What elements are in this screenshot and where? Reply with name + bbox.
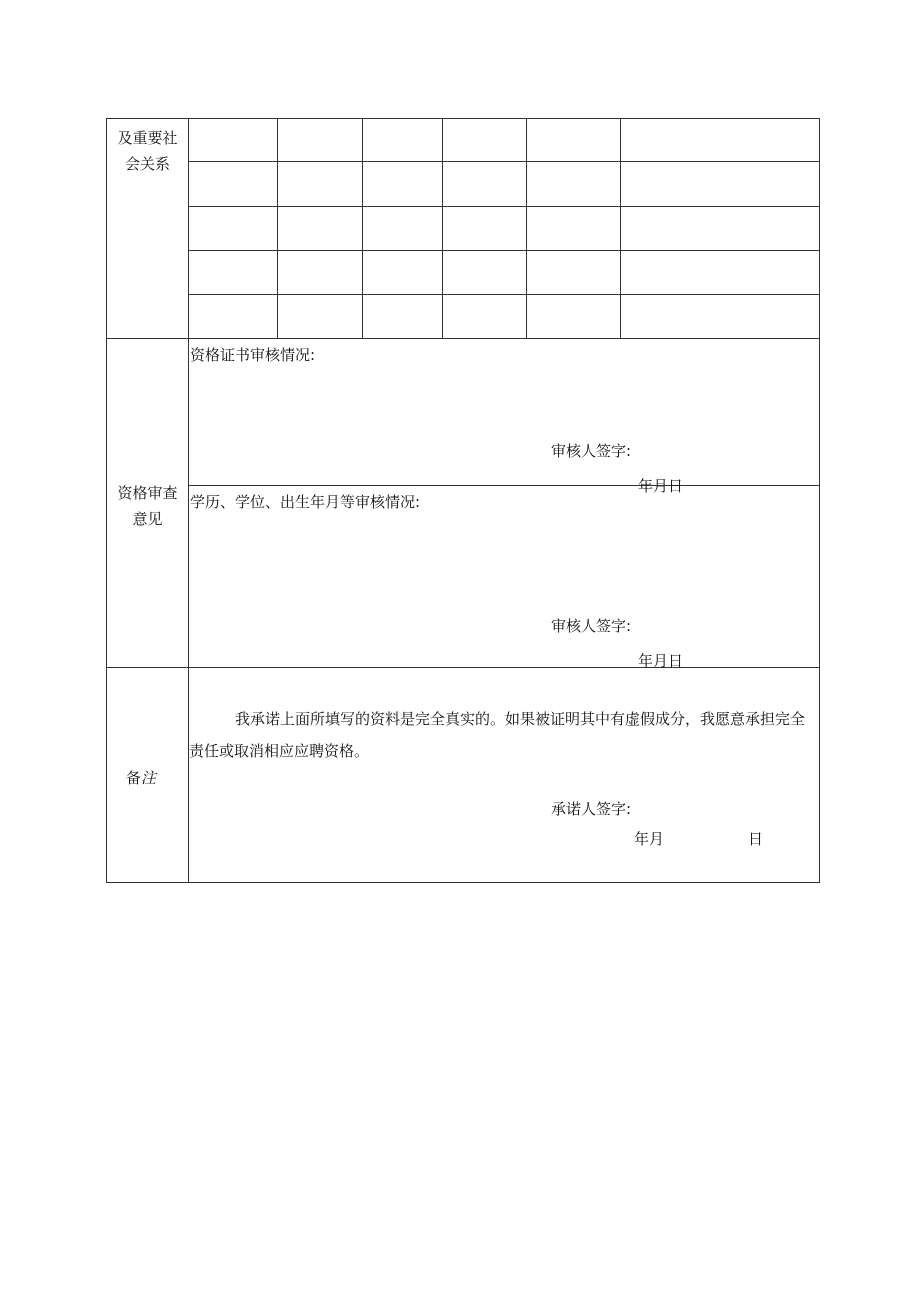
- education-review-heading: 学历、学位、出生年月等审核情况:: [190, 493, 421, 511]
- remarks-label: [121, 765, 161, 791]
- review-label: [107, 480, 188, 532]
- relations-col-line-3: [442, 119, 443, 338]
- relations-row-line-1: [188, 161, 819, 162]
- relations-row-line-2: [188, 206, 819, 207]
- review-label-line1: 资格审查: [117, 484, 178, 502]
- relations-col-line-1: [277, 119, 278, 338]
- relations-label: [107, 125, 188, 177]
- relations-label-line2: 会关系: [124, 155, 170, 173]
- pledge-date-year-month[interactable]: 年月: [634, 830, 665, 848]
- certificate-reviewer-signature[interactable]: 审核人签字:: [551, 442, 632, 460]
- relations-label-line1: 及重要社: [117, 129, 178, 147]
- relations-row-line-3: [188, 250, 819, 251]
- education-review-date[interactable]: 年月日: [638, 652, 684, 670]
- remarks-label-main: 备: [125, 769, 141, 787]
- education-review-cell: [189, 486, 819, 670]
- certificate-review-cell: [189, 339, 819, 495]
- education-reviewer-signature[interactable]: 审核人签字:: [551, 617, 632, 635]
- review-label-line2: 意见: [132, 510, 163, 528]
- application-form-table: [106, 118, 820, 883]
- pledge-date-day[interactable]: 日: [748, 830, 764, 848]
- certificate-review-date[interactable]: 年月日: [638, 477, 684, 495]
- relations-col-line-2: [362, 119, 363, 338]
- section-divider-review: [107, 667, 819, 668]
- relations-col-line-5: [620, 119, 621, 338]
- pledger-signature[interactable]: 承诺人签字:: [551, 800, 632, 818]
- certificate-review-heading: 资格证书审核情况:: [190, 346, 316, 364]
- relations-col-line-4: [526, 119, 527, 338]
- pledge-text: 我承诺上面所填写的资料是完全真实的。如果被证明其中有虚假成分，我愿意承担完全责任或取消相应应聘资格。: [189, 710, 806, 760]
- relations-row-line-4: [188, 294, 819, 295]
- remarks-label-italic: 注: [141, 769, 157, 787]
